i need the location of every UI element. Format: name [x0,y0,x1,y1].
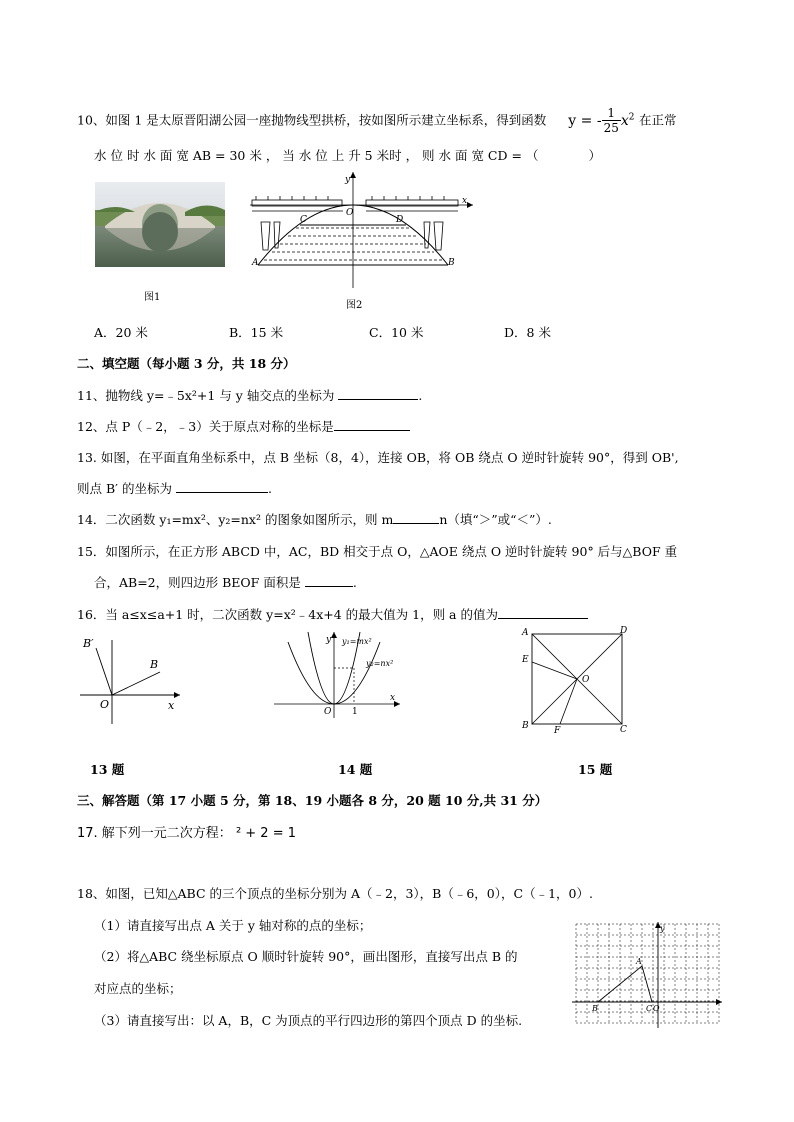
fig15-C-label: C [620,725,627,735]
bridge-photo [95,182,225,267]
fig14-O-label: O [324,707,332,717]
q15-line2: 合，AB=2，则四边形 BEOF 面积是 . [94,575,357,590]
fig2-x-label: x [462,196,468,206]
q15-line1: 15．如图所示，在正方形 ABCD 中，AC，BD 相交于点 O，△AOE 绕点 O 逆时针旋转 90° 后与△BOF 重 [77,544,678,559]
q16-blank [498,606,588,619]
fig2-C-label: C [300,215,307,225]
fig2-y-label: y [345,175,351,185]
option-b: B．15 米 [229,325,284,340]
q18-sub3: （3）请直接写出：以 A，B，C 为顶点的平行四边形的第四个顶点 D 的坐标. [94,1013,523,1028]
fig18-grid-diagram [572,920,724,1032]
fig14-diagram [270,630,405,720]
fig2-bridge-diagram [248,170,478,295]
function-formula: y = - $\frac{1}{25}$ $x^2$ [568,106,635,135]
fig15-diagram [518,624,633,736]
fig13-diagram [80,632,190,727]
fig18-C-label: C [646,1004,653,1013]
q13-line1: 13. 如图，在平面直角坐标系中，点 B 坐标（8，4），连接 OB，将 OB 绕点 O 逆时针旋转 90°，得到 OB', [77,450,679,465]
fig14-y1-label: y₁=mx² [342,637,372,646]
fig2-A-label: A [252,258,259,268]
q14-blank [393,511,439,524]
fig2-caption: 图2 [346,300,363,311]
q14: 14．二次函数 y₁=mx²、y₂=nx² 的图象如图所示，则 m n（填“＞”或“＜”）. [77,512,552,527]
fig14-y-label: y [326,635,332,645]
q18-line1: 18、如图，已知△ABC 的三个顶点的坐标分别为 A（﹣2，3），B（﹣6，0），C（﹣1，0）. [77,886,593,901]
fig15-O-label: O [582,675,590,685]
q18-sub1: （1）请直接写出点 A 关于 y 轴对称的点的坐标； [94,918,372,933]
q18-sub2-line1: （2）将△ABC 绕坐标原点 O 顺时针旋转 90°，画出图形，直接写出点 B 的 [94,949,518,964]
option-c: C．10 米 [369,325,424,340]
fig15-D-label: D [620,626,628,636]
q10-line1: 10、如图 1 是太原晋阳湖公园一座抛物线型拱桥，按如图所示建立坐标系，得到函数 y = - $\frac{1}{25}$ $x^2$ 在正常 [77,106,677,135]
q17: 17. 解下列一元二次方程： ² + 2 = 1 [77,826,297,841]
fig2-D-label: D [396,215,404,225]
fraction: $\frac{1}{25}$ [603,106,619,135]
fig13-O-label: O [100,698,110,711]
fig15-E-label: E [522,655,529,665]
q13-blank [176,480,268,493]
q11: 11、抛物线 y=﹣5x²+1 与 y 轴交点的坐标为 . [77,388,423,403]
q10-line2: 水 位 时 水 面 宽 AB = 30 米 ， 当 水 位 上 升 5 米时 ， 则 水 面 宽 CD = （ ） [94,148,601,163]
section2-title: 二、填空题（每小题 3 分，共 18 分） [77,356,296,371]
q15-blank [305,574,353,587]
fig18-B-label: B [592,1004,598,1013]
caption-14: 14 题 [338,762,373,777]
fig1-caption: 图1 [144,292,161,303]
fig13-x-label: x [168,699,175,712]
q11-blank [338,387,418,400]
fig14-one-label: 1 [352,707,358,717]
section3-title: 三、解答题（第 17 小题 5 分，第 18、19 小题各 8 分，20 题 10 分,共 31 分） [77,793,548,808]
fig15-B-label: B [522,721,529,731]
fig15-A-label: A [522,628,529,638]
q18-sub2-line2: 对应点的坐标； [94,981,182,996]
q16: 16．当 a≤x≤a+1 时，二次函数 y=x²﹣4x+4 的最大值为 1，则 a 的值为 [77,605,588,623]
fig14-x-label: x [390,693,396,703]
fig2-B-label: B [448,258,455,268]
q12: 12、点 P（﹣2，﹣3）关于原点对称的坐标是 [77,417,410,435]
fig18-y-label: y [660,924,665,933]
fig2-origin-label: O [346,208,354,218]
fig18-O-label: O [653,1004,660,1013]
option-d: D．8 米 [504,325,551,340]
q12-blank [334,418,410,431]
fig18-A-label: A [636,957,642,966]
fig13-Bp-label: B′ [83,637,94,650]
q13-line2: 则点 B′ 的坐标为 . [77,481,272,496]
fig15-F-label: F [554,726,561,736]
fig14-y2-label: y₂=nx² [366,659,394,668]
option-a: A．20 米 [94,325,148,340]
fig13-B-label: B [150,658,159,671]
caption-13: 13 题 [90,762,125,777]
caption-15: 15 题 [578,762,613,777]
